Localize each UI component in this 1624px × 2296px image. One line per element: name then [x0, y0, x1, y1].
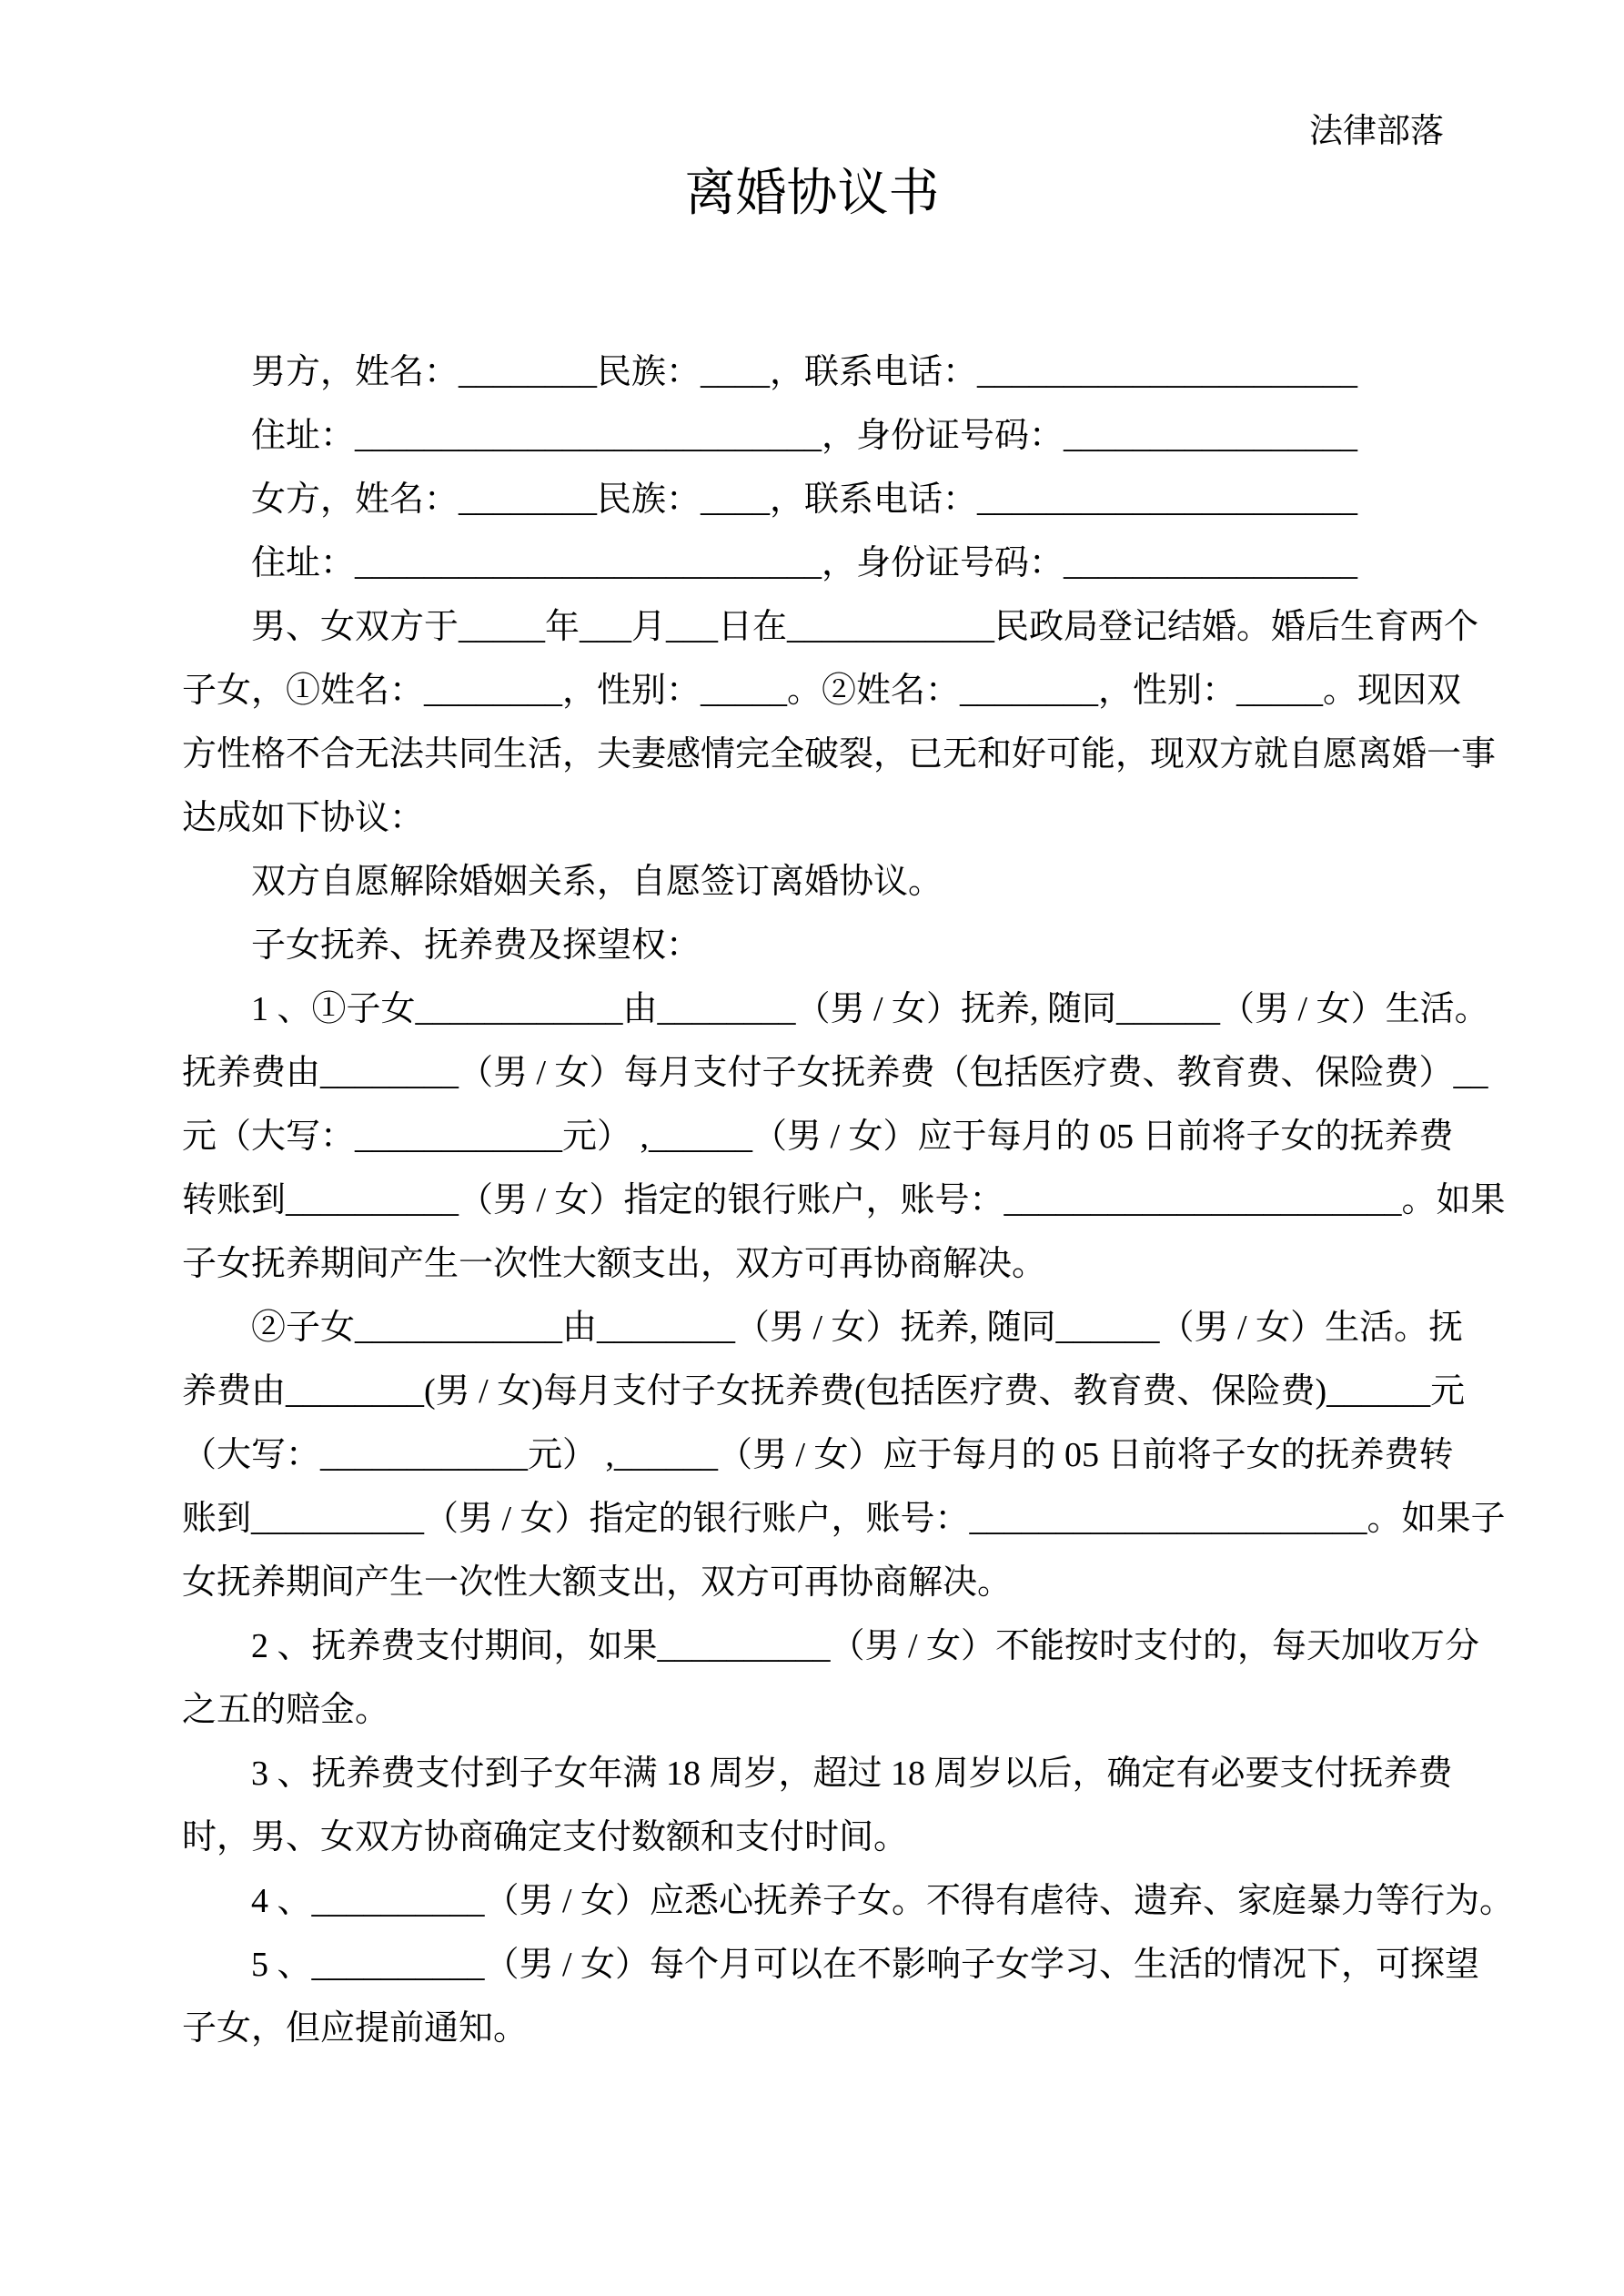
- document-line: 女抚养期间产生一次性大额支出，双方可再协商解决。: [182, 1563, 1013, 1602]
- document-line: 元（大写：____________元） ,______（男 / 女）应于每月的 05 日前将子女的抚养费: [182, 1118, 1454, 1156]
- document-line: 子女抚养期间产生一次性大额支出，双方可再协商解决。: [182, 1245, 1047, 1283]
- document-line: 4 、__________（男 / 女）应悉心抚养子女。不得有虐待、遗弃、家庭暴力等行为。: [251, 1882, 1515, 1920]
- document-line: 时，男、女双方协商确定支付数额和支付时间。: [182, 1818, 909, 1856]
- document-line: 1 、①子女____________由________（男 / 女）抚养, 随同______（男 / 女）生活。: [251, 990, 1489, 1028]
- document-line: 住址：___________________________，身份证号码：_________________: [251, 544, 1358, 582]
- brand-header: 法律部落: [1309, 113, 1444, 150]
- document-line: 账到__________（男 / 女）指定的银行账户，账号：_______________________。如果子: [182, 1500, 1506, 1538]
- document-line: 女方，姓名：________民族：____，联系电话：______________________: [251, 480, 1358, 519]
- document-line: 子女，①姓名：________，性别：_____。②姓名：________，性别：_____。现因双: [182, 672, 1462, 710]
- document-line: （大写：____________元） ,______（男 / 女）应于每月的 05 日前将子女的抚养费转: [182, 1436, 1454, 1474]
- document-line: 之五的赔金。: [182, 1691, 390, 1729]
- document-line: 子女，但应提前通知。: [182, 2009, 529, 2048]
- document-line: 男方，姓名：________民族：____，联系电话：______________________: [251, 353, 1358, 391]
- document-line: 转账到__________（男 / 女）指定的银行账户，账号：_______________________。如果: [182, 1181, 1506, 1219]
- document-line: 2 、抚养费支付期间，如果__________（男 / 女）不能按时支付的，每天加收万分: [251, 1627, 1480, 1665]
- document-title: 离婚协议书: [684, 166, 940, 222]
- document-line: 子女抚养、抚养费及探望权：: [251, 926, 701, 965]
- document-line: 5 、__________（男 / 女）每个月可以在不影响子女学习、生活的情况下，可探望: [251, 1946, 1480, 1984]
- document-line: 双方自愿解除婚姻关系，自愿签订离婚协议。: [251, 863, 943, 901]
- document-line: 方性格不合无法共同生活，夫妻感情完全破裂，已无和好可能，现双方就自愿离婚一事: [182, 735, 1497, 774]
- document-line: 男、女双方于_____年___月___日在____________民政局登记结婚。婚后生育两个: [251, 608, 1479, 646]
- document-line: ②子女____________由________（男 / 女）抚养, 随同______（男 / 女）生活。抚: [251, 1309, 1464, 1347]
- document-line: 养费由________(男 / 女)每月支付子女抚养费(包括医疗费、教育费、保险费)______元: [182, 1372, 1466, 1411]
- document-body: [182, 340, 1569, 2060]
- document-line: 3 、抚养费支付到子女年满 18 周岁，超过 18 周岁以后，确定有必要支付抚养费: [251, 1755, 1453, 1793]
- document-line: 抚养费由________（男 / 女）每月支付子女抚养费（包括医疗费、教育费、保险费）__: [182, 1054, 1488, 1092]
- document-line: 住址：___________________________，身份证号码：_________________: [251, 417, 1358, 455]
- document-line: 达成如下协议：: [182, 799, 425, 837]
